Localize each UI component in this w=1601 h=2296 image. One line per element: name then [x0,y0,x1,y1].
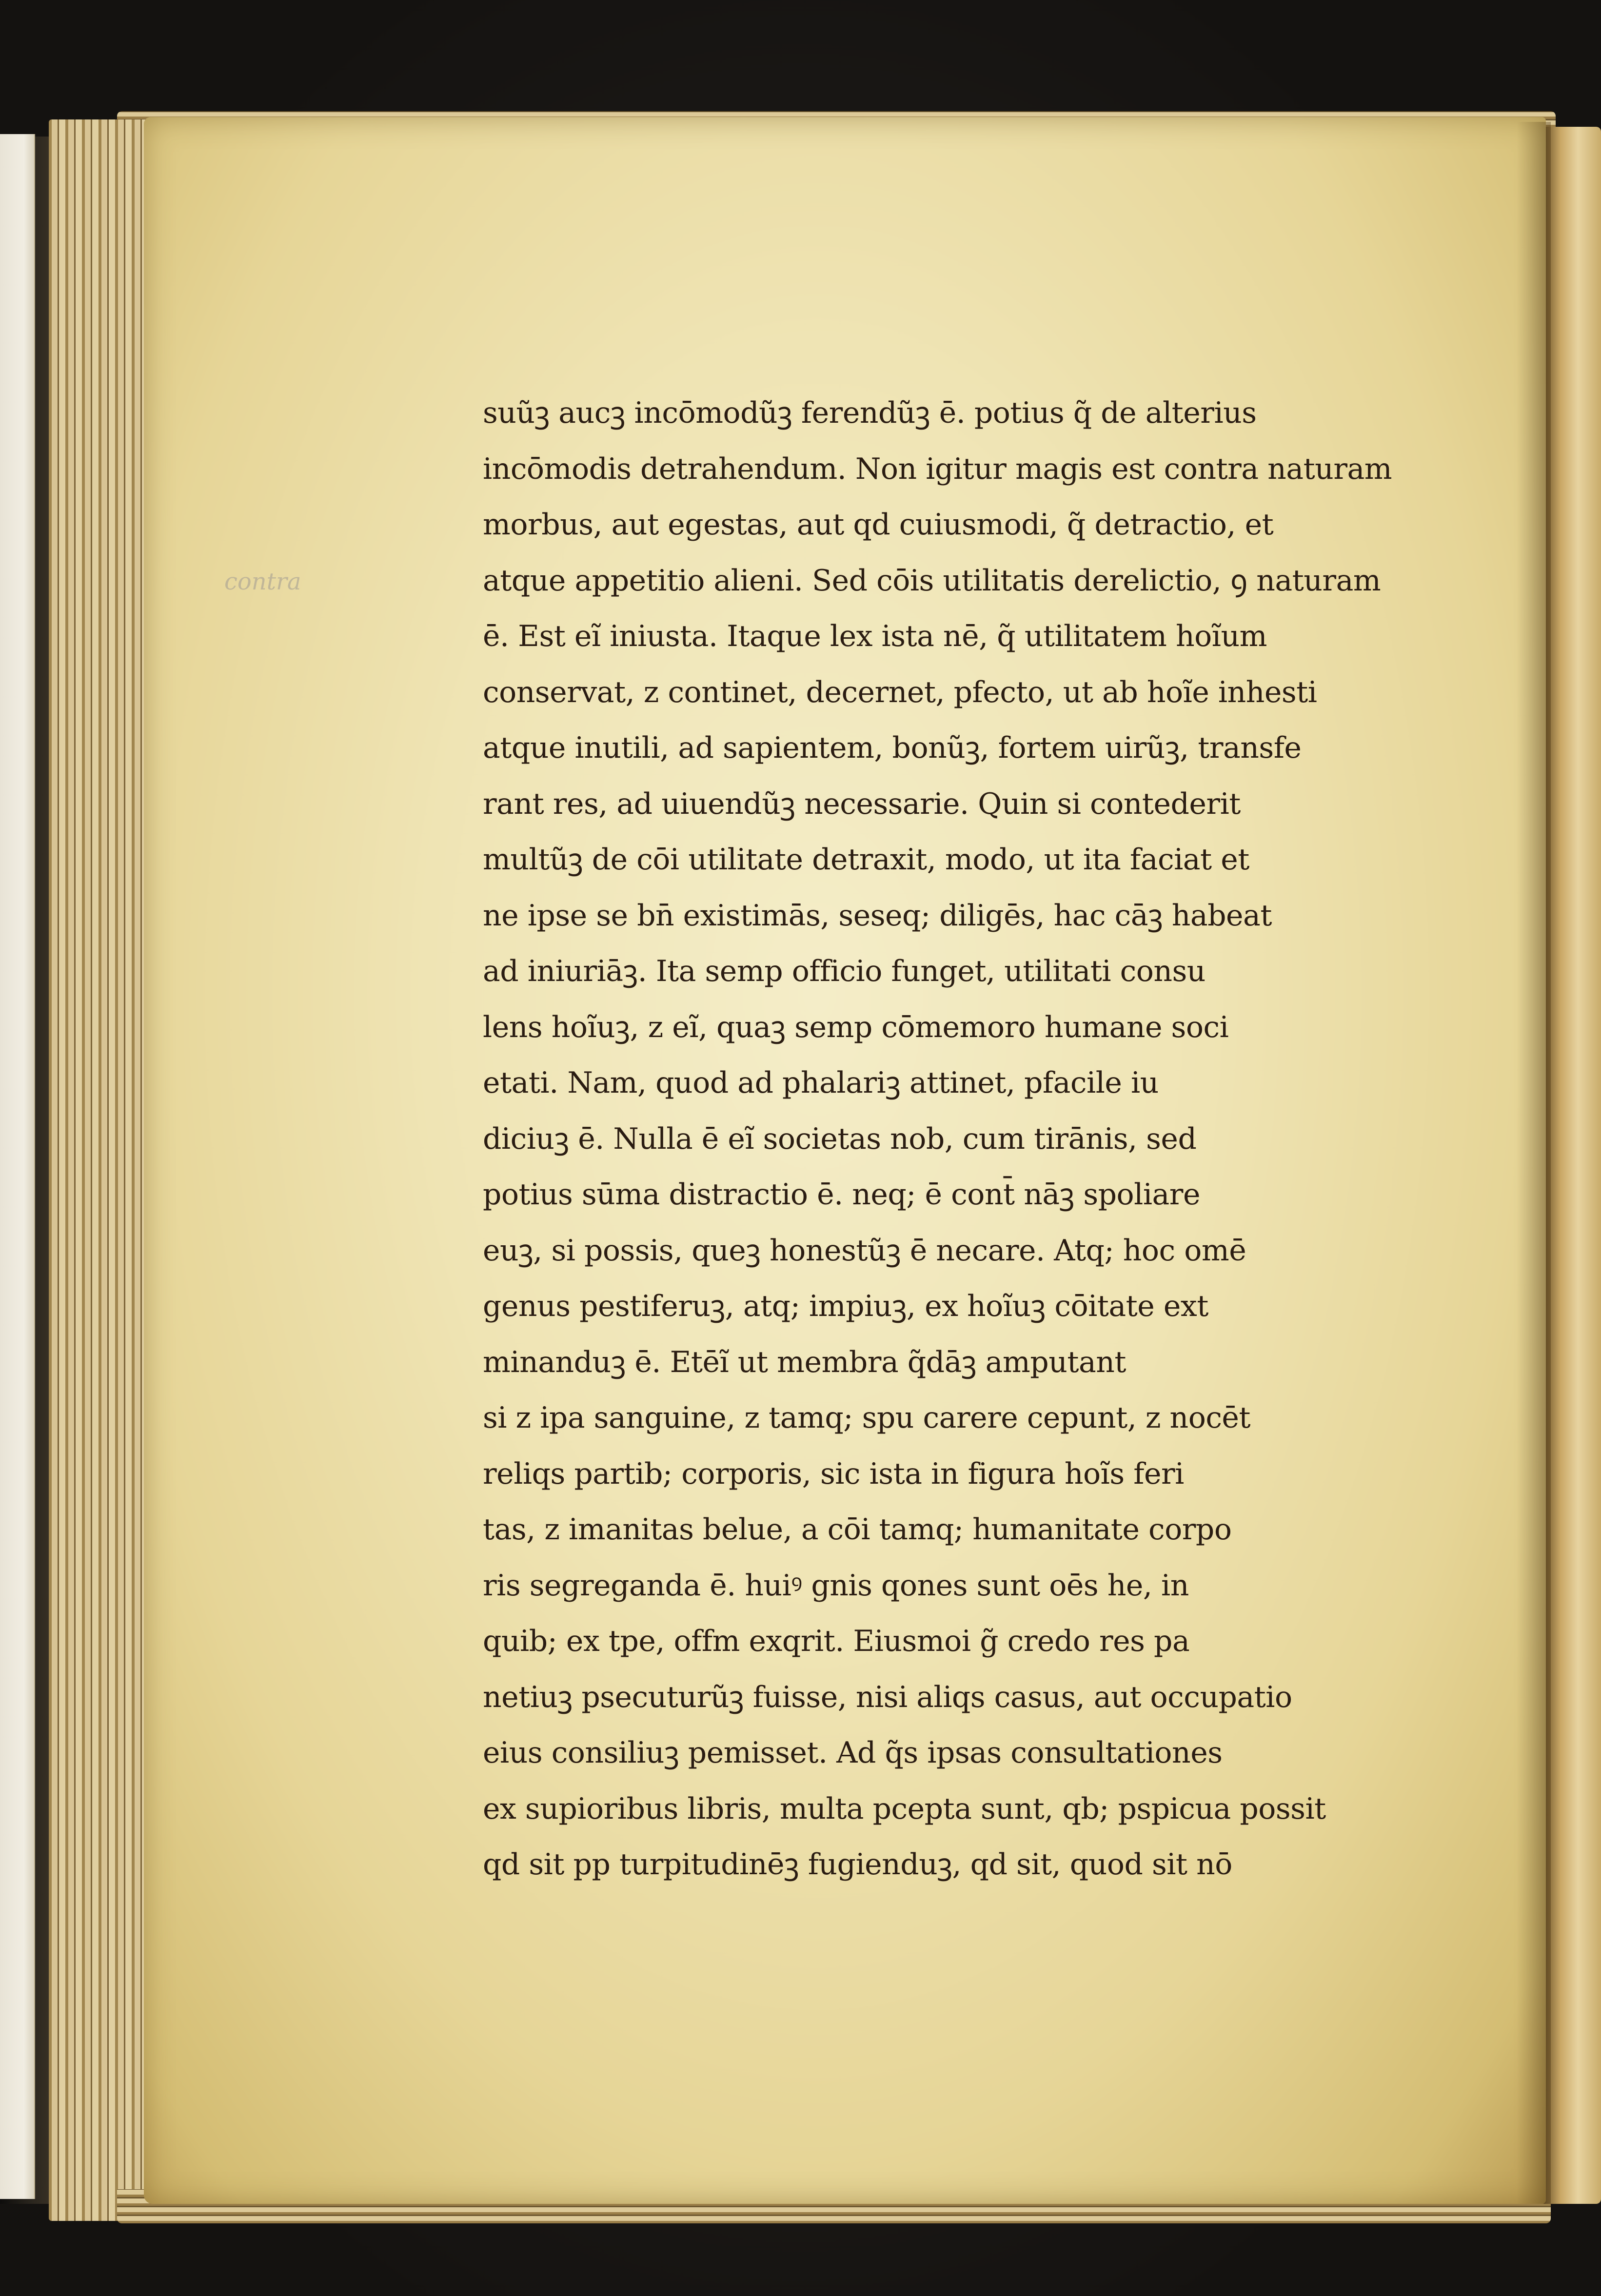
text-line: netiuꝫ psecuturũꝫ fuisse, nisi aliqs casus, aut occupatio [483,1680,1292,1714]
text-line: quib; ex tpe, offm exqrit. Eiusmoi g̃ credo res pa [483,1624,1190,1658]
manuscript-text-block [483,385,1400,1893]
text-line: genus pestiferuꝫ, atq; impiuꝫ, ex hoĩuꝫ cōitate ext [483,1289,1208,1323]
text-line: eius consiliuꝫ pemisset. Ad q̃s ipsas consultationes [483,1736,1223,1770]
text-line: ē. Est eĩ iniusta. Itaque lex ista nē, q̃ utilitatem hoĩum [483,619,1267,653]
page-stack-left-edge [49,119,149,2221]
text-line: ris segreganda ē. huiꝰ gnis qones sunt oēs he, in [483,1568,1189,1603]
text-line: atque appetitio alieni. Sed cōis utilitatis derelictio, ꝯ naturam [483,563,1381,598]
text-line: qd sit pp turpitudinēꝫ fugienduꝫ, qd sit, quod sit nō [483,1847,1232,1882]
text-line: ad iniuriāꝫ. Ita semp officio funget, utilitati consu [483,954,1206,988]
text-line: conservat, z continet, decernet, pfecto, ut ab hoĩe inhesti [483,675,1317,709]
text-line: si z ipa sanguine, z tamq; spu carere cepunt, z nocēt [483,1401,1251,1435]
text-line: etati. Nam, quod ad phalariꝫ attinet, pfacile iu [483,1066,1159,1100]
marginal-note: contra [224,568,301,595]
text-line: ex supioribus libris, multa pcepta sunt, qb; pspicua possit [483,1791,1326,1826]
text-line: incōmodis detrahendum. Non igitur magis est contra naturam [483,451,1392,486]
text-line: lens hoĩuꝫ, z eĩ, quaꝫ semp cōmemoro humane soci [483,1010,1229,1044]
text-line: atque inutili, ad sapientem, bonũꝫ, fortem uirũꝫ, transfe [483,731,1302,765]
text-line: rant res, ad uiuendũꝫ necessarie. Quin si contederit [483,786,1241,821]
text-line: potius sūma distractio ē. neq; ē cont̄ nāꝫ spoliare [483,1177,1201,1212]
text-line: euꝫ, si possis, queꝫ honestũꝫ ē necare. Atq; hoc omē [483,1233,1246,1268]
text-line: minanduꝫ ē. Etēĩ ut membra q̃dāꝫ amputant [483,1345,1126,1379]
text-line: diciuꝫ ē. Nulla ē eĩ societas nob, cum tirānis, sed [483,1121,1197,1156]
text-line: reliqs partib; corporis, sic ista in figura hoĩs feri [483,1456,1184,1491]
text-line: tas, z imanitas belue, a cōi tamq; humanitate corpo [483,1512,1232,1547]
facing-page-edge [0,134,35,2199]
gutter-shadow [1517,122,1551,2204]
text-line: multũꝫ de cōi utilitate detraxit, modo, ut ita faciat et [483,843,1249,877]
right-page-edge [1543,127,1601,2204]
text-line: suũꝫ aucꝫ incōmodũꝫ ferendũꝫ ē. potius q̃ de alterius [483,396,1257,430]
text-line: ne ipse se bn̄ existimās, seseq; diligēs, hac cāꝫ habeat [483,898,1272,933]
text-line: morbus, aut egestas, aut qd cuiusmodi, q̃ detractio, et [483,508,1274,542]
